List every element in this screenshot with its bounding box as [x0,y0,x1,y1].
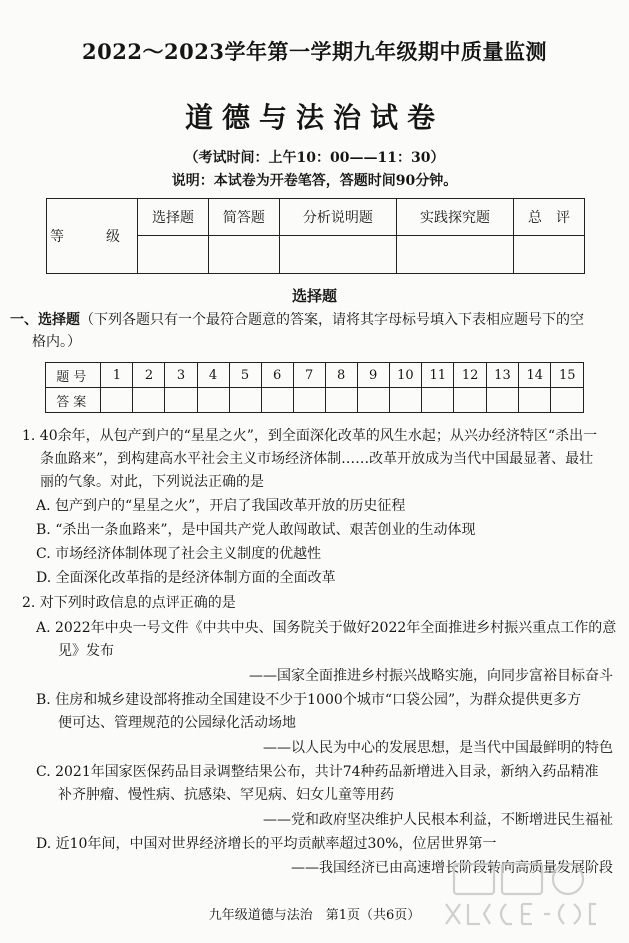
q1-stem-line-1: 1. 40余年，从包产到户的“星星之火”，到全面深化改革的风生水起；从兴办经济特区“杀出一 [22,428,598,444]
q1-option-a: A. 包产到户的“星星之火”，开启了我国改革开放的历史征程 [36,498,406,514]
question-number-cell: 3 [165,363,197,388]
instructions-line-2: 格内。） [32,334,81,350]
question-number-cell: 13 [486,363,518,388]
q2-option-b-line-2: 便可达、管理规范的公园绿化活动场地 [58,715,296,731]
exam-title: 2022～2023学年第一学期九年级期中质量监测 [82,39,547,64]
question-number-cell: 5 [229,363,261,388]
answer-cell[interactable] [454,388,486,413]
question-number-cell: 15 [551,363,584,388]
answer-cell[interactable] [261,388,293,413]
grade-cell [396,236,513,274]
answer-cell[interactable] [357,388,389,413]
grade-cell [279,236,396,274]
section-instructions [10,309,584,353]
answer-cell[interactable] [486,388,518,413]
section-title: 选择题 [291,287,337,305]
grade-table [46,198,585,274]
grade-label: 等 级 [47,199,138,274]
question-number-cell: 4 [197,363,229,388]
section-lead: 一、选择题 [10,312,80,328]
q2-option-d-comment: ——我国经济已由高速增长阶段转向高质量发展阶段 [291,860,613,876]
q1-option-c: C. 市场经济体制体现了社会主义制度的优越性 [36,546,322,562]
q1-option-b: B. “杀出一条血路来”，是中国共产党人敢闯敢试、艰苦创业的生动体现 [36,522,476,538]
question-number-cell: 9 [357,363,389,388]
grade-header-analysis: 分析说明题 [279,199,396,236]
q2-option-d-line-1: D. 近10年间，中国对世界经济增长的平均贡献率超过30%，位居世界第一 [36,836,497,852]
grade-header-short-answer: 简答题 [208,199,279,236]
question-number-cell: 14 [519,363,551,388]
question-number-cell: 12 [454,363,486,388]
exam-note: 说明：本试卷为开卷笔答，答题时间90分钟。 [171,173,458,189]
q1-stem-line-2: 条血路来”，到构建高水平社会主义市场经济体制……改革开放成为当代中国最显著、最壮 [40,451,594,467]
q2-stem: 2. 对下列时政信息的点评正确的是 [22,595,236,611]
grade-header-practice: 实践探究题 [396,199,513,236]
grade-header-choice: 选择题 [138,199,209,236]
q2-option-b-line-1: B. 住房和城乡建设部将推动全国建设不少于1000个城市“口袋公园”，为群众提供更多方 [36,692,582,708]
answer-cell[interactable] [101,388,133,413]
question-number-cell: 2 [133,363,165,388]
instructions-line-1: （下列各题只有一个最符合题意的答案，请将其字母标号填入下表相应题号下的空 [80,312,584,328]
question-number-cell: 7 [293,363,325,388]
grade-cell [514,236,585,274]
q2-option-c-line-1: C. 2021年国家医保药品目录调整结果公布，共计74种药品新增进入目录，新纳入药品精准 [36,764,599,780]
answer-cell[interactable] [133,388,165,413]
answer-label: 答案 [46,388,101,413]
answer-cell[interactable] [519,388,551,413]
grade-cell [138,236,209,274]
q2-option-a-comment: ——国家全面推进乡村振兴战略实施，向同步富裕目标奋斗 [249,668,613,684]
answer-cell[interactable] [229,388,261,413]
answer-cell[interactable] [197,388,229,413]
q2-option-b-comment: ——以人民为中心的发展思想，是当代中国最鲜明的特色 [263,740,613,756]
answer-cell[interactable] [422,388,454,413]
q2-option-c-line-2: 补齐肿瘤、慢性病、抗感染、罕见病、妇女儿童等用药 [58,787,394,803]
question-number-cell: 8 [325,363,357,388]
answer-cell[interactable] [165,388,197,413]
answer-cell[interactable] [325,388,357,413]
q2-option-c-comment: ——党和政府坚决维护人民根本利益，不断增进民生福祉 [263,812,613,828]
grade-cell [208,236,279,274]
answer-cell[interactable] [551,388,584,413]
question-number-cell: 10 [389,363,421,388]
answer-table [45,362,584,413]
question-number-cell: 11 [422,363,454,388]
exam-time: （考试时间：上午10：00——11：30） [184,150,445,166]
q1-option-d: D. 全面深化改革指的是经济体制方面的全面改革 [36,570,336,586]
question-number-cell: 1 [101,363,133,388]
q1-stem-line-3: 丽的气象。对此，下列说法正确的是 [40,474,264,490]
q2-option-a-line-2: 见》发布 [58,643,114,659]
answer-cell[interactable] [389,388,421,413]
q2-option-a-line-1: A. 2022年中央一号文件《中共中央、国务院关于做好2022年全面推进乡村振兴重点工作的意 [36,620,617,636]
question-number-label: 题号 [46,363,101,388]
page-footer: 九年级道德与法治 第1页（共6页） [208,908,421,923]
answer-cell[interactable] [293,388,325,413]
paper-title: 道德与法治试卷 [184,101,444,134]
grade-header-total: 总 评 [514,199,585,236]
question-number-cell: 6 [261,363,293,388]
